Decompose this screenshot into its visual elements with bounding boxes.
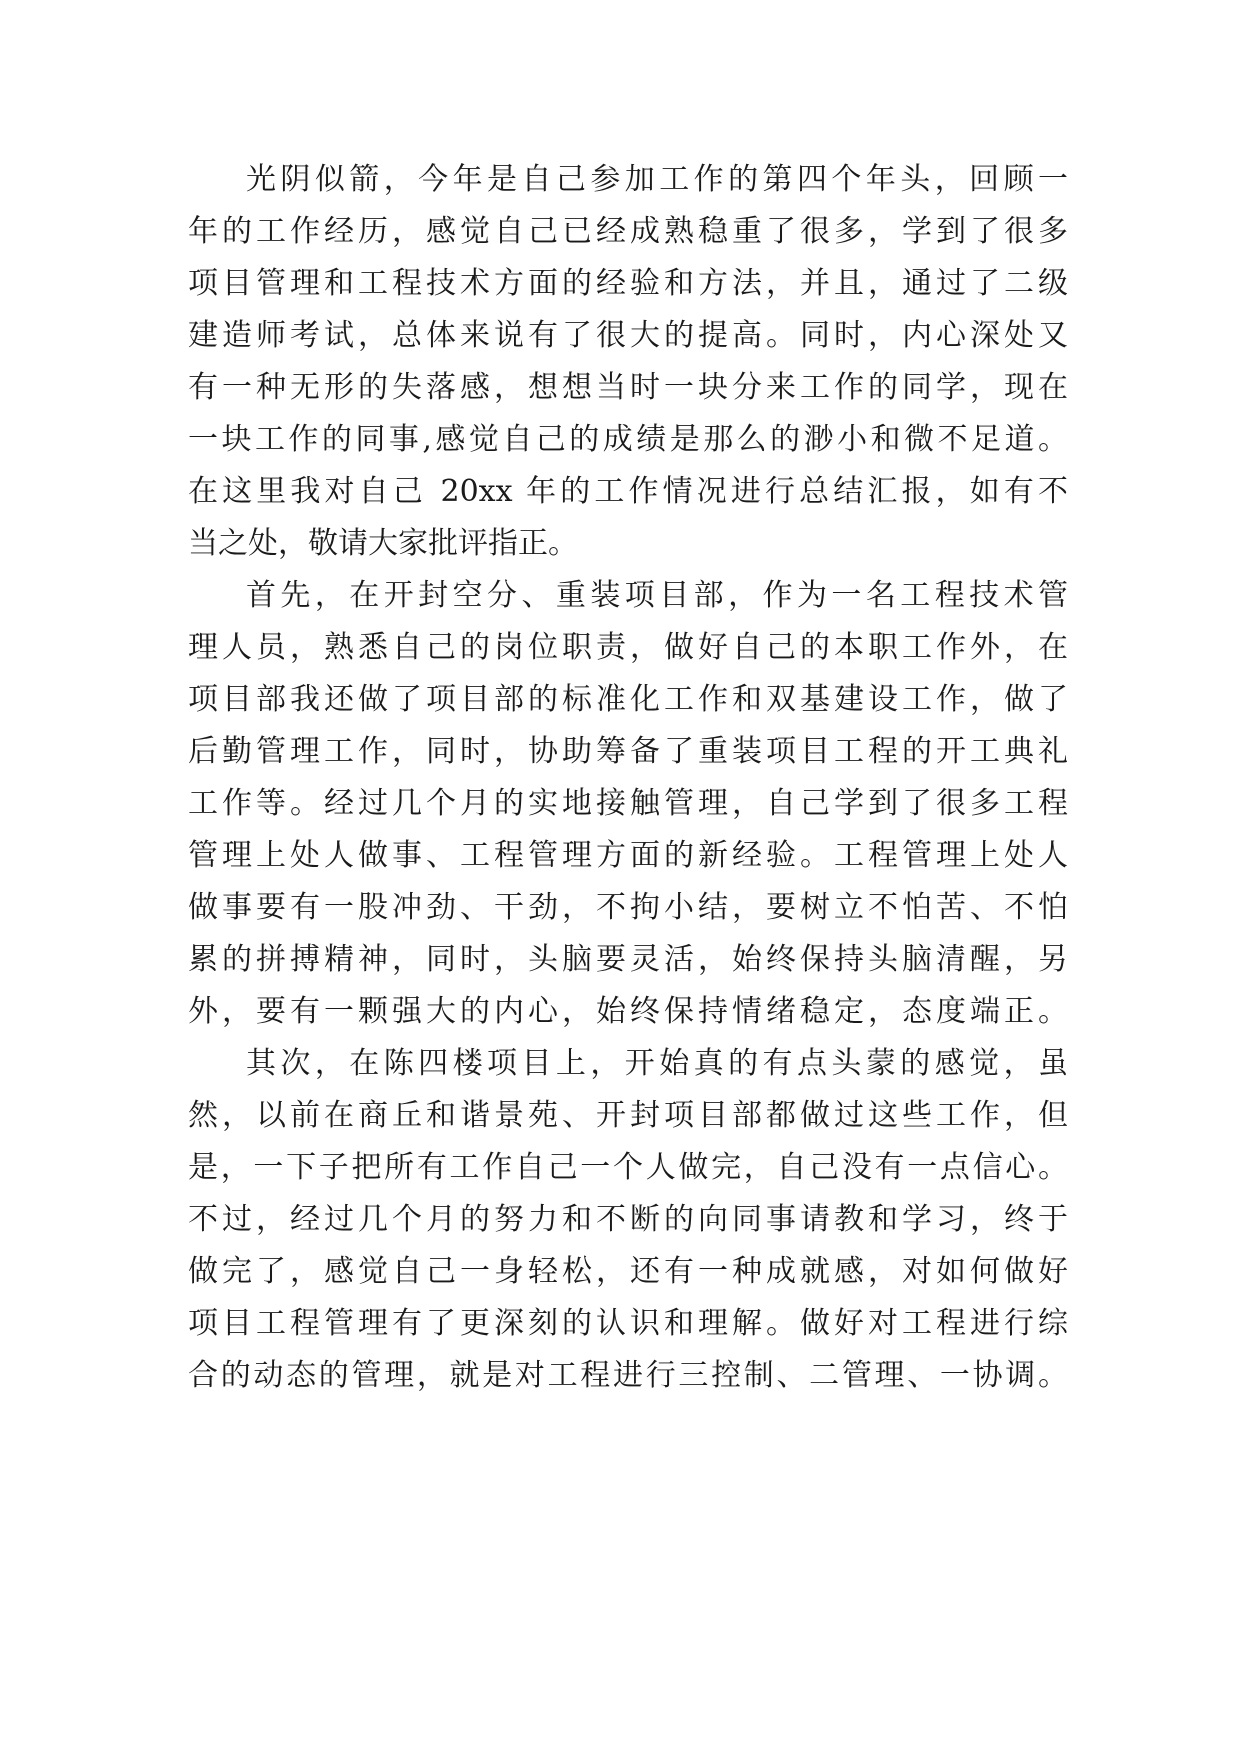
paragraph-1-line-3: 项目管理和工程技术方面的经验和方法，并且，通过了二级 [188, 266, 1068, 301]
paragraph-1-line-2: 年的工作经历，感觉自己已经成熟稳重了很多，学到了很多 [188, 214, 1068, 249]
paragraph-2-line-5: 工作等。经过几个月的实地接触管理，自己学到了很多工程 [188, 786, 1068, 821]
paragraph-3-line-4: 不过，经过几个月的努力和不断的向同事请教和学习，终于 [188, 1202, 1068, 1237]
paragraph-1-line-8: 当之处，敬请大家批评指正。 [188, 526, 578, 561]
paragraph-1-line-7: 在这里我对自己 20xx 年的工作情况进行总结汇报，如有不 [188, 474, 1068, 509]
paragraph-1-line-5: 有一种无形的失落感，想想当时一块分来工作的同学，现在 [188, 370, 1068, 405]
paragraph-1-line-6: 一块工作的同事,感觉自己的成绩是那么的渺小和微不足道。 [188, 422, 1068, 457]
paragraph-2-line-6: 管理上处人做事、工程管理方面的新经验。工程管理上处人 [188, 838, 1068, 873]
paragraph-2-line-1: 首先，在开封空分、重装项目部，作为一名工程技术管 [246, 578, 1068, 613]
paragraph-3-line-7: 合的动态的管理，就是对工程进行三控制、二管理、一协调。 [188, 1358, 1068, 1393]
paragraph-2-line-9: 外，要有一颗强大的内心，始终保持情绪稳定，态度端正。 [188, 994, 1068, 1029]
paragraph-2-line-2: 理人员，熟悉自己的岗位职责，做好自己的本职工作外，在 [188, 630, 1068, 665]
paragraph-2-line-8: 累的拼搏精神，同时，头脑要灵活，始终保持头脑清醒，另 [188, 942, 1068, 977]
paragraph-3-line-2: 然，以前在商丘和谐景苑、开封项目部都做过这些工作，但 [188, 1098, 1068, 1133]
paragraph-3-line-1: 其次，在陈四楼项目上，开始真的有点头蒙的感觉，虽 [246, 1046, 1068, 1081]
paragraph-2-line-7: 做事要有一股冲劲、干劲，不拘小结，要树立不怕苦、不怕 [188, 890, 1068, 925]
paragraph-3-line-6: 项目工程管理有了更深刻的认识和理解。做好对工程进行综 [188, 1306, 1068, 1341]
paragraph-3-line-5: 做完了，感觉自己一身轻松，还有一种成就感，对如何做好 [188, 1254, 1068, 1289]
paragraph-2-line-4: 后勤管理工作，同时，协助筹备了重装项目工程的开工典礼 [188, 734, 1068, 769]
paragraph-2-line-3: 项目部我还做了项目部的标准化工作和双基建设工作，做了 [188, 682, 1068, 717]
paragraph-3-line-3: 是，一下子把所有工作自己一个人做完，自己没有一点信心。 [188, 1150, 1068, 1185]
paragraph-1-line-1: 光阴似箭，今年是自己参加工作的第四个年头，回顾一 [246, 162, 1068, 197]
paragraph-1-line-4: 建造师考试，总体来说有了很大的提高。同时，内心深处又 [188, 318, 1068, 353]
